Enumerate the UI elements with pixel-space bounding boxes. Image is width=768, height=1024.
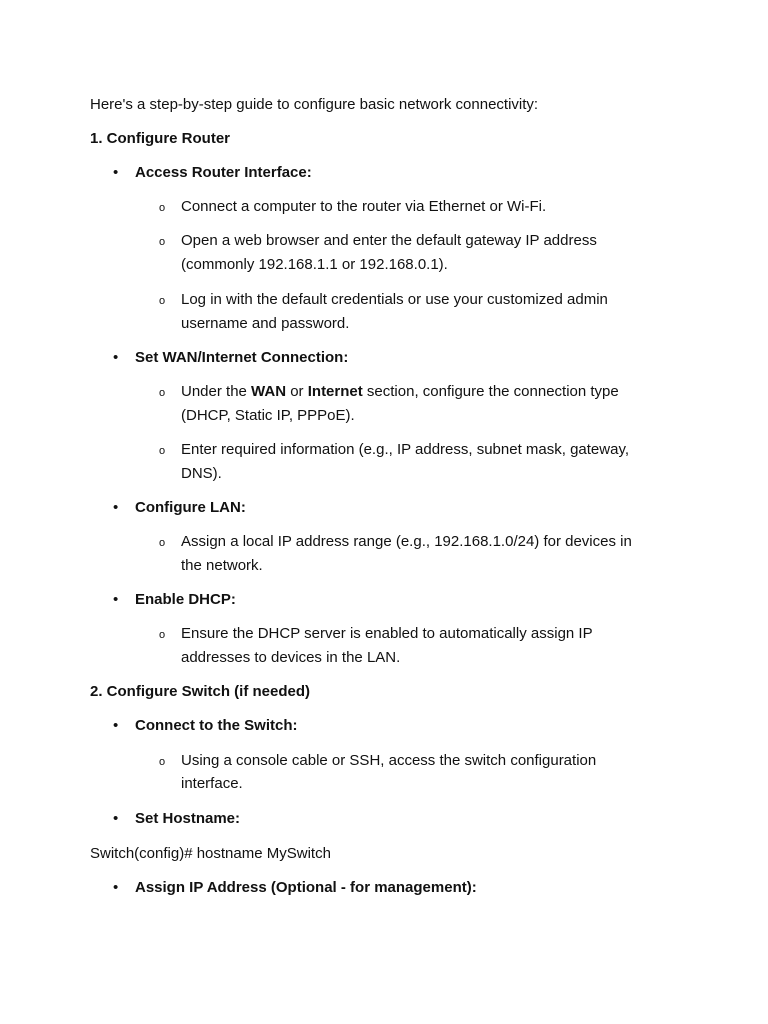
bullet-disc-icon: •	[113, 879, 119, 896]
access-item-3-line1: Log in with the default credentials or use your customized admin	[181, 291, 608, 308]
dhcp-item-line2: addresses to devices in the LAN.	[181, 649, 401, 666]
wan-item-2-line1: Enter required information (e.g., IP address, subnet mask, gateway,	[181, 441, 630, 458]
access-item-2-line1: Open a web browser and enter the default gateway IP address	[181, 232, 597, 249]
lan-item-line2: the network.	[181, 557, 263, 574]
hostname-command: Switch(config)# hostname MySwitch	[90, 845, 331, 862]
bullet-circle-icon: o	[159, 445, 166, 457]
bullet-circle-icon: o	[159, 236, 166, 248]
assign-ip-title: Assign IP Address (Optional - for management):	[135, 879, 477, 896]
internet-bold: Internet	[307, 383, 363, 400]
set-hostname-title: Set Hostname:	[135, 810, 241, 827]
intro-text: Here's a step-by-step guide to configure basic network connectivity:	[90, 96, 539, 113]
lan-title: Configure LAN:	[135, 499, 246, 516]
bullet-disc-icon: •	[113, 499, 119, 516]
section2-heading: 2. Configure Switch (if needed)	[90, 683, 311, 700]
bullet-circle-icon: o	[159, 202, 166, 214]
wan-item-2-line2: DNS).	[181, 465, 222, 482]
connect-switch-title: Connect to the Switch:	[135, 717, 298, 734]
bullet-disc-icon: •	[113, 164, 119, 181]
bullet-circle-icon: o	[159, 387, 166, 399]
access-item-1: Connect a computer to the router via Ethernet or Wi-Fi.	[181, 198, 547, 215]
access-item-3-line2: username and password.	[181, 315, 350, 332]
bullet-circle-icon: o	[159, 629, 166, 641]
connect-item-line1: Using a console cable or SSH, access the switch configuration	[181, 752, 597, 769]
bullet-circle-icon: o	[159, 756, 166, 768]
bullet-disc-icon: •	[113, 810, 119, 827]
bullet-disc-icon: •	[113, 717, 119, 734]
access-item-2-line2: (commonly 192.168.1.1 or 192.168.0.1).	[181, 256, 448, 273]
bullet-circle-icon: o	[159, 295, 166, 307]
dhcp-title: Enable DHCP:	[135, 591, 236, 608]
wan-title: Set WAN/Internet Connection:	[135, 349, 349, 366]
connect-item-line2: interface.	[181, 775, 243, 792]
dhcp-item-line1: Ensure the DHCP server is enabled to automatically assign IP	[181, 625, 593, 642]
bullet-disc-icon: •	[113, 591, 119, 608]
lan-item-line1: Assign a local IP address range (e.g., 192.168.1.0/24) for devices in	[181, 533, 632, 550]
section1-heading: 1. Configure Router	[90, 130, 231, 147]
bullet-disc-icon: •	[113, 349, 119, 366]
wan-bold: WAN	[251, 383, 287, 400]
bullet-circle-icon: o	[159, 537, 166, 549]
wan-item-1-line1: Under the WAN or Internet section, configure the connection type	[181, 383, 619, 400]
wan-item-1-line2: (DHCP, Static IP, PPPoE).	[181, 407, 355, 424]
access-router-title: Access Router Interface:	[135, 164, 312, 181]
